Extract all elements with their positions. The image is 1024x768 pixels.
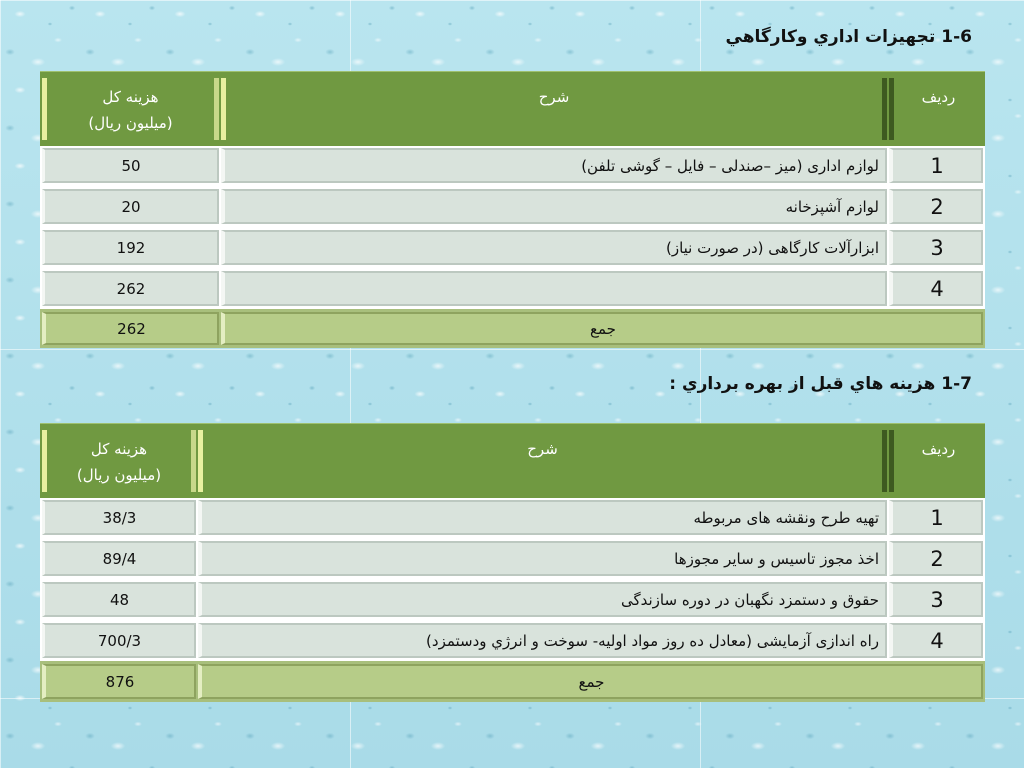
header-row-number: رديف xyxy=(889,430,983,492)
header-cost-line1: هزينه کل xyxy=(90,440,148,458)
description-cell xyxy=(221,271,887,306)
background-tile-line xyxy=(0,0,1,768)
row-number-cell: 2 xyxy=(889,541,983,576)
total-cost-cell: 876 xyxy=(42,664,196,699)
description-cell: اخذ مجوز تاسيس و ساير مجوزها xyxy=(198,541,887,576)
header-total-cost xyxy=(42,78,219,140)
table-header xyxy=(40,71,985,146)
row-number-cell: 1 xyxy=(889,148,983,183)
header-row-number: رديف xyxy=(889,78,983,140)
description-cell: لوازم آشپزخانه xyxy=(221,189,887,224)
cost-cell: 262 xyxy=(42,271,219,306)
description-cell: راه اندازی آزمايشی (معادل ده روز مواد اوليه- سوخت و انرژي ودستمزد) xyxy=(198,623,887,658)
background-tile-line xyxy=(0,0,1024,1)
background-tile-line xyxy=(0,349,1024,350)
table-row xyxy=(40,227,985,268)
row-number-cell: 1 xyxy=(889,500,983,535)
table-row xyxy=(40,497,985,538)
description-cell: حقوق و دستمزد نگهبان در دوره سازندگی xyxy=(198,582,887,617)
header-cost-line2: (ميليون ريال) xyxy=(88,114,173,132)
table-row xyxy=(40,620,985,661)
section-6-title-text: تجهيزات اداري وكارگاهي xyxy=(725,27,936,47)
cost-cell: 20 xyxy=(42,189,219,224)
cost-cell: 38/3 xyxy=(42,500,196,535)
header-description: شرح xyxy=(198,430,887,492)
table-row xyxy=(40,145,985,186)
section-7-title xyxy=(669,374,972,394)
description-cell: ابزارآلات کارگاهی (در صورت نیاز) xyxy=(221,230,887,265)
table-row xyxy=(40,186,985,227)
header-total-cost xyxy=(42,430,196,492)
section-6-title xyxy=(726,27,972,47)
table-row xyxy=(40,538,985,579)
total-row xyxy=(40,661,985,702)
row-number-cell: 4 xyxy=(889,271,983,306)
cost-cell: 48 xyxy=(42,582,196,617)
total-cost-cell: 262 xyxy=(42,312,219,345)
table-row xyxy=(40,268,985,309)
total-label-cell: جمع xyxy=(198,664,983,699)
row-number-cell: 3 xyxy=(889,230,983,265)
header-description: شرح xyxy=(221,78,887,140)
total-label-cell: جمع xyxy=(221,312,983,345)
header-cost-line1: هزينه کل xyxy=(102,88,159,106)
cost-cell: 50 xyxy=(42,148,219,183)
row-number-cell: 2 xyxy=(889,189,983,224)
description-cell: لوازم اداری (میز –صندلی – فایل – گوشی تلفن) xyxy=(221,148,887,183)
description-cell: تهيه طرح ونقشه های مربوطه xyxy=(198,500,887,535)
cost-cell: 89/4 xyxy=(42,541,196,576)
header-cost-line2: (ميليون ريال) xyxy=(76,466,162,484)
equipment-table xyxy=(40,71,985,348)
table-header xyxy=(40,423,985,498)
table-row xyxy=(40,579,985,620)
pre-operation-costs-table xyxy=(40,423,985,702)
row-number-cell: 4 xyxy=(889,623,983,658)
section-7-title-text: هزينه هاي قبل از بهره برداري : xyxy=(669,374,936,394)
section-7-number: 1-7 xyxy=(941,374,972,394)
row-number-cell: 3 xyxy=(889,582,983,617)
cost-cell: 192 xyxy=(42,230,219,265)
cost-cell: 700/3 xyxy=(42,623,196,658)
total-row xyxy=(40,309,985,348)
section-6-number: 1-6 xyxy=(941,27,972,47)
